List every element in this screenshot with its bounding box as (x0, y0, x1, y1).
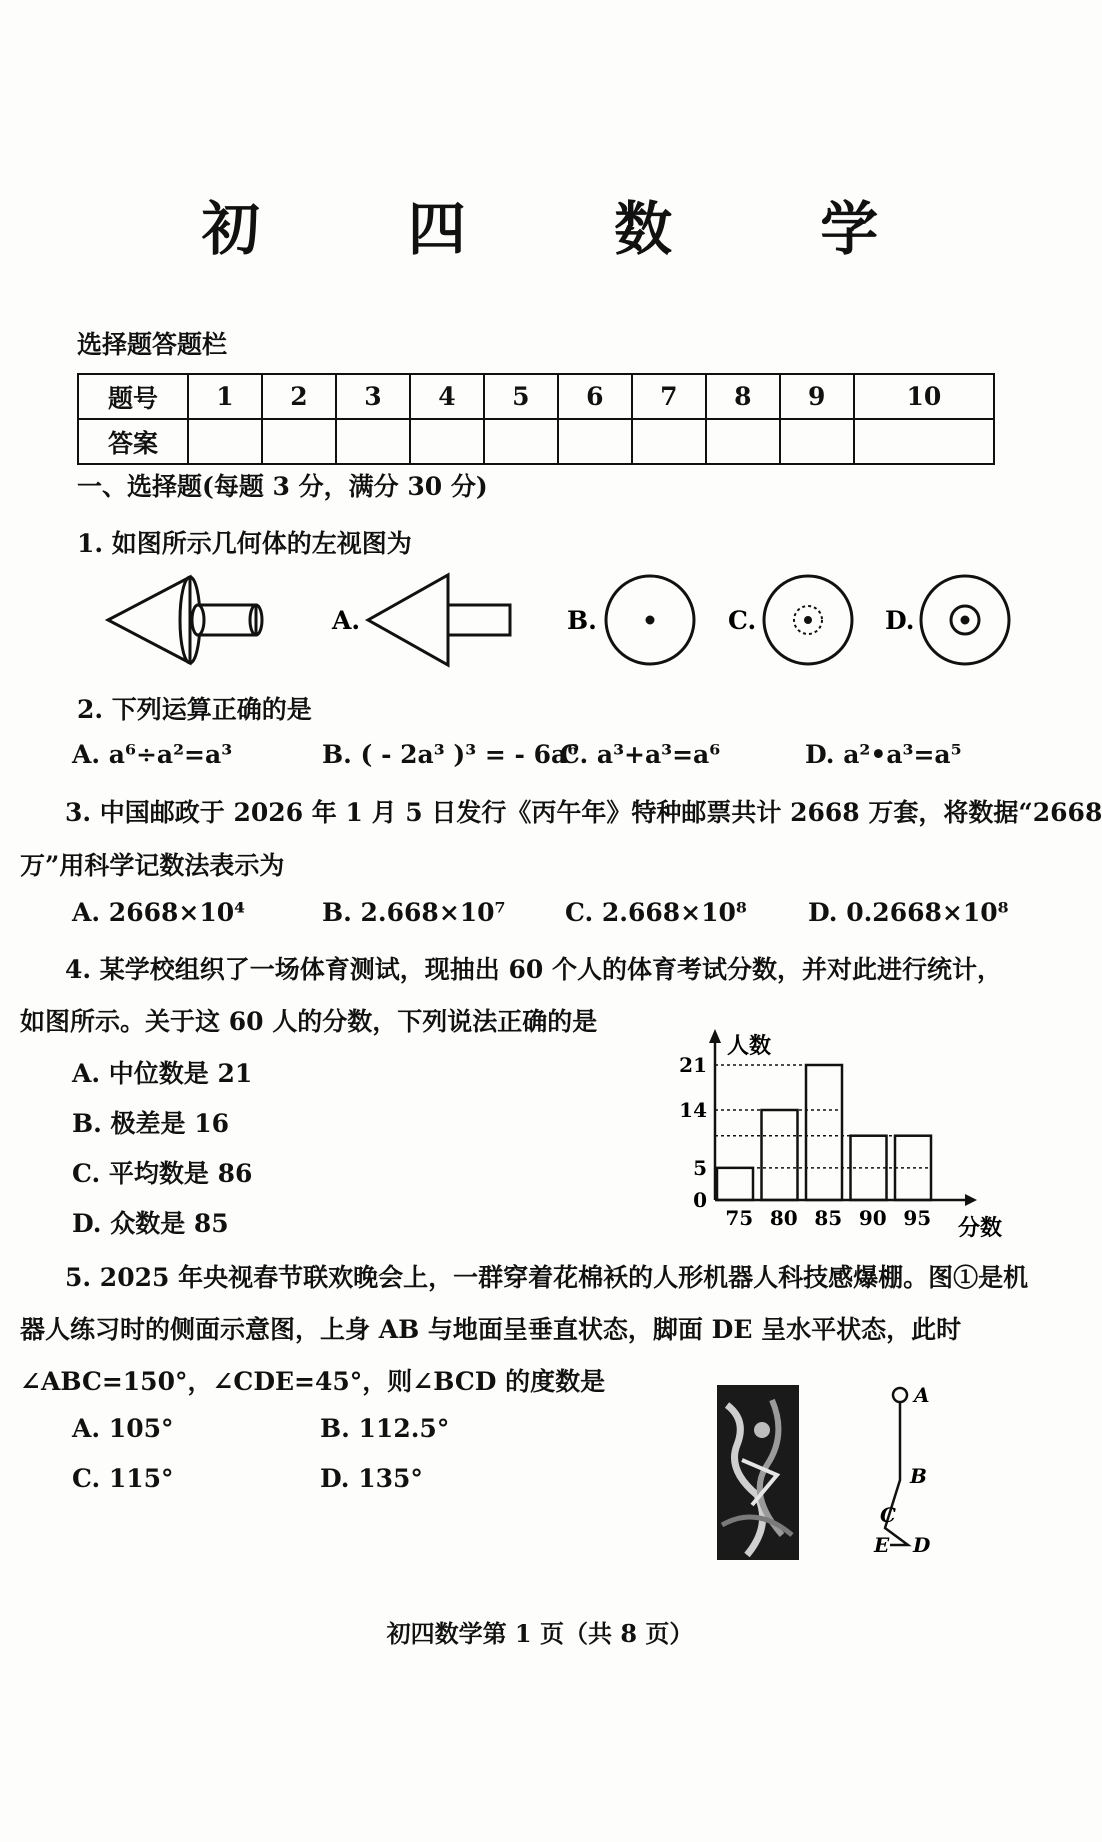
y-tick-label: 21 (679, 1053, 707, 1077)
answer-cell[interactable] (854, 419, 994, 464)
q2-option-c: C. a³+a³=a⁶ (560, 740, 721, 769)
q4-option-c: C. 平均数是 86 (72, 1159, 253, 1188)
answer-cell[interactable] (336, 419, 410, 464)
header-label: 题号 (78, 374, 188, 419)
q4-option-d: D. 众数是 85 (72, 1209, 229, 1238)
point-c-label: C (880, 1503, 896, 1527)
option-a-figure (368, 575, 510, 665)
question-number: 5 (484, 374, 558, 419)
q2-option-b: B. ( - 2a³ )³ = - 6a⁶ (322, 740, 579, 769)
answer-cell[interactable] (780, 419, 854, 464)
q5-stem-line2: 器人练习时的侧面示意图，上身 AB 与地面呈垂直状态，脚面 DE 呈水平状态，此时 (20, 1315, 962, 1344)
question-number: 7 (632, 374, 706, 419)
q1-figures (100, 565, 1030, 680)
point-d-label: D (913, 1533, 931, 1557)
q4-stem-line1: 4. 某学校组织了一场体育测试，现抽出 60 个人的体育考试分数，并对此进行统计， (65, 955, 1003, 984)
answer-cell[interactable] (410, 419, 484, 464)
point-e-label: E (874, 1533, 890, 1557)
q3-stem-line1: 3. 中国邮政于 2026 年 1 月 5 日发行《丙午年》特种邮票共计 2668 万套，将数据“2668 (65, 798, 1102, 827)
x-axis-label: 分数 (958, 1215, 1003, 1241)
y-tick-labels (679, 1053, 707, 1212)
answer-cell[interactable] (706, 419, 780, 464)
q2-stem: 2. 下列运算正确的是 (77, 695, 312, 724)
q5-stem-line3: ∠ABC=150°，∠CDE=45°，则∠BCD 的度数是 (20, 1367, 606, 1396)
page-footer: 初四数学第 1 页（共 8 页） (386, 1619, 694, 1648)
q5-option-c: C. 115° (72, 1464, 174, 1493)
x-tick-label: 90 (858, 1206, 887, 1230)
question-number: 3 (336, 374, 410, 419)
answer-cell[interactable] (558, 419, 632, 464)
q5-option-d: D. 135° (320, 1464, 423, 1493)
q2-option-d: D. a²•a³=a⁵ (805, 740, 962, 769)
option-d-label: D. (885, 606, 915, 635)
robot-schematic (874, 1380, 990, 1565)
x-tick-label: 95 (903, 1206, 932, 1230)
question-number: 6 (558, 374, 632, 419)
bar-75 (717, 1168, 753, 1200)
option-d-figure (921, 576, 1009, 664)
q3-stem-line2: 万”用科学记数法表示为 (20, 851, 285, 880)
bar-80 (762, 1110, 798, 1200)
y-axis-arrow (709, 1029, 721, 1043)
answer-table-caption: 选择题答题栏 (77, 330, 228, 359)
q4-option-a: A. 中位数是 21 (72, 1059, 253, 1088)
q3-option-a: A. 2668×10⁴ (72, 898, 246, 927)
q3-option-b: B. 2.668×10⁷ (322, 898, 506, 927)
y-tick-label: 0 (693, 1188, 707, 1212)
q4-stem-line2: 如图所示。关于这 60 人的分数，下列说法正确的是 (20, 1007, 598, 1036)
point-b-label: B (910, 1464, 927, 1488)
question-number: 2 (262, 374, 336, 419)
x-tick-label: 75 (725, 1206, 754, 1230)
x-tick-label: 80 (769, 1206, 798, 1230)
q5-option-b: B. 112.5° (320, 1414, 450, 1443)
y-tick-label: 5 (693, 1155, 707, 1180)
answer-cell[interactable] (188, 419, 262, 464)
answer-label: 答案 (78, 419, 188, 464)
option-b-figure (606, 576, 694, 664)
option-b-label: B. (567, 606, 597, 635)
answer-table (77, 373, 995, 465)
answer-cell[interactable] (632, 419, 706, 464)
x-axis-arrow (965, 1194, 977, 1206)
solid-figure (108, 577, 262, 663)
bar-85 (806, 1065, 842, 1200)
option-a-label: A. (332, 606, 361, 635)
q5-stem-line1: 5. 2025 年央视春节联欢晚会上，一群穿着花棉袄的人形机器人科技感爆棚。图①是机 (65, 1263, 1029, 1292)
x-tick-labels (725, 1206, 931, 1230)
option-c-label: C. (728, 606, 757, 635)
section-heading: 一、选择题(每题 3 分，满分 30 分) (77, 472, 488, 501)
x-tick-label: 85 (814, 1206, 843, 1230)
answer-table-header-row (78, 374, 994, 419)
question-number: 1 (188, 374, 262, 419)
question-number: 10 (854, 374, 994, 419)
answer-cell[interactable] (484, 419, 558, 464)
y-axis-label: 人数 (727, 1033, 772, 1059)
y-tick-label: 14 (679, 1098, 707, 1122)
question-number: 9 (780, 374, 854, 419)
question-number: 8 (706, 374, 780, 419)
point-a-joint (893, 1388, 907, 1402)
q4-option-b: B. 极差是 16 (72, 1109, 230, 1138)
answer-cell[interactable] (262, 419, 336, 464)
score-bar-chart (675, 1025, 1015, 1240)
q1-stem: 1. 如图所示几何体的左视图为 (77, 529, 412, 558)
q3-option-d: D. 0.2668×10⁸ (808, 898, 1009, 927)
answer-table-answer-row (78, 419, 994, 464)
option-c-figure (764, 576, 852, 664)
question-number: 4 (410, 374, 484, 419)
page-title: 初 四 数 学 (201, 195, 943, 263)
point-a-label: A (914, 1383, 930, 1407)
q2-option-a: A. a⁶÷a²=a³ (72, 740, 233, 769)
chart-reference-lines (715, 1065, 931, 1168)
q3-option-c: C. 2.668×10⁸ (565, 898, 747, 927)
chart-bars (717, 1065, 931, 1200)
q5-option-a: A. 105° (72, 1414, 174, 1443)
robot-photo (717, 1385, 799, 1560)
